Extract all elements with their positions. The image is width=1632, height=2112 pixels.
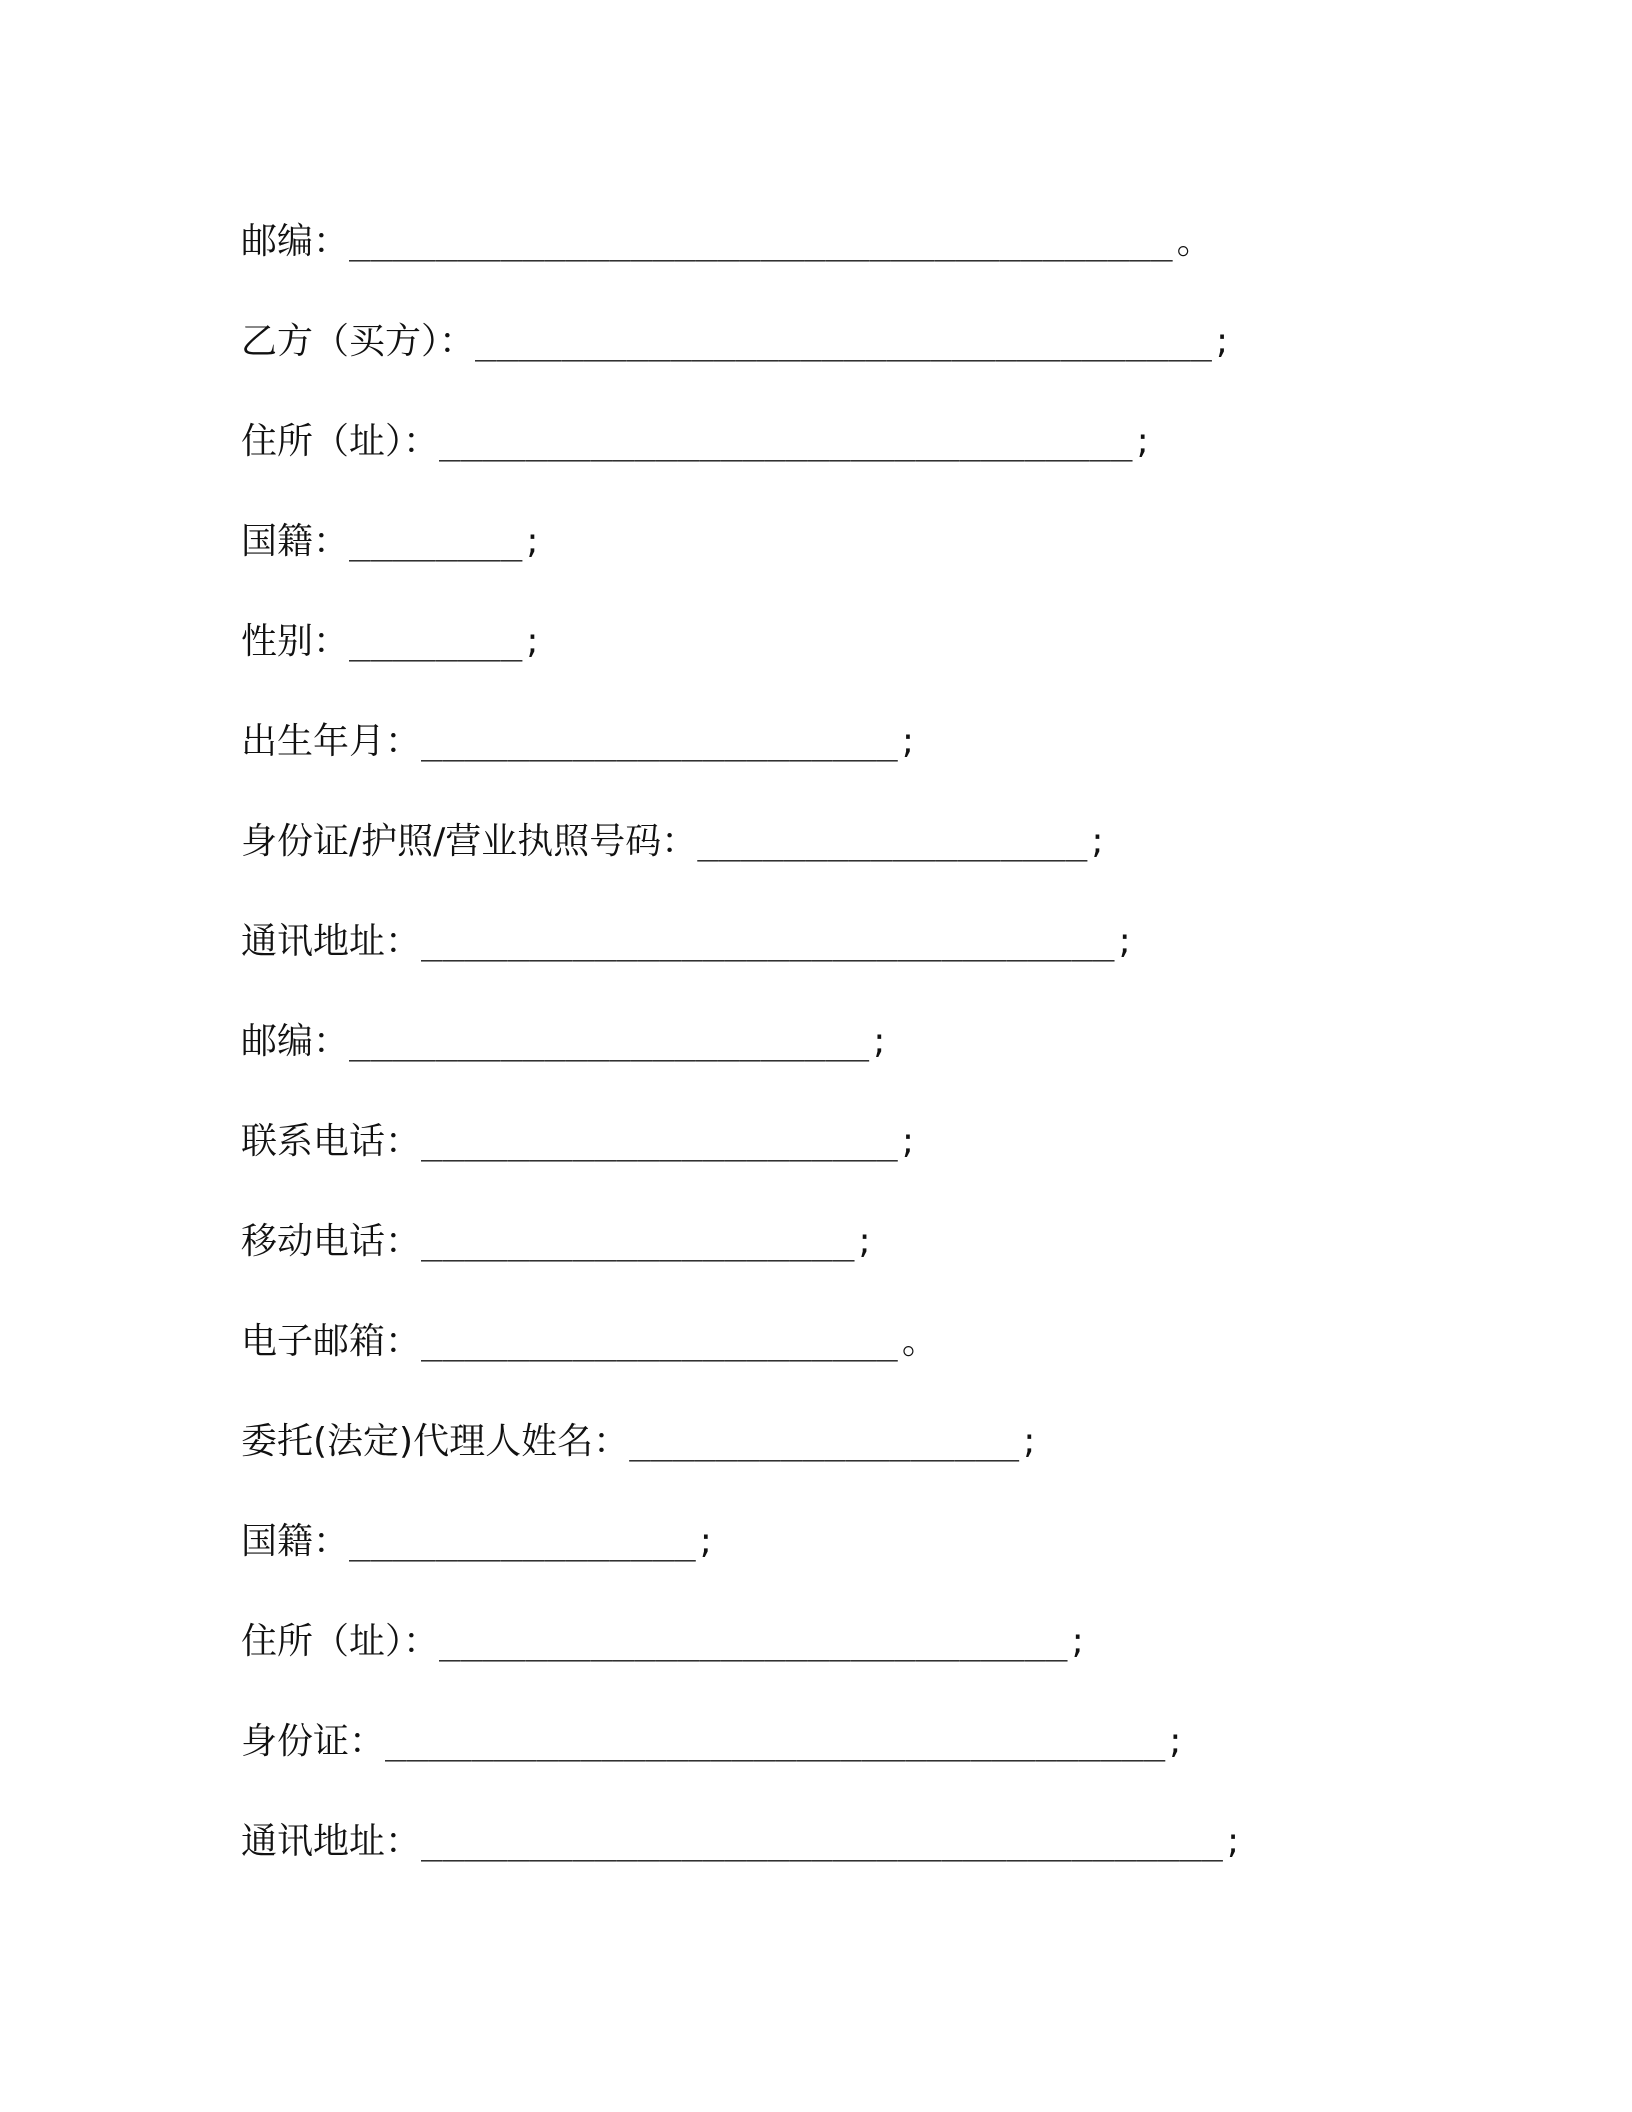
- buyer-info-form: [241, 192, 1441, 1892]
- field-label: 出生年月：: [241, 721, 422, 762]
- field-agent-id-card: [241, 1692, 1441, 1792]
- end-punctuation: 。: [901, 1321, 938, 1362]
- field-agent-mailing-address: [241, 1792, 1441, 1892]
- fill-blank: ________________: [349, 1521, 696, 1562]
- field-label: 住所（址）：: [241, 421, 440, 462]
- field-email: [241, 1292, 1441, 1392]
- end-punctuation: ;: [1071, 1621, 1084, 1662]
- field-label: 邮编：: [241, 221, 350, 262]
- fill-blank: ________: [349, 621, 523, 662]
- field-residence: [241, 392, 1441, 492]
- field-gender: [241, 592, 1441, 692]
- end-punctuation: ;: [873, 1021, 886, 1062]
- field-label: 住所（址）：: [241, 1621, 440, 1662]
- field-nationality: [241, 492, 1441, 592]
- end-punctuation: ;: [1226, 1821, 1240, 1862]
- field-contact-phone: [241, 1092, 1441, 1192]
- field-label: 移动电话：: [241, 1221, 422, 1262]
- field-agent-nationality: [241, 1492, 1441, 1592]
- field-label: 身份证/护照/营业执照号码：: [241, 821, 698, 862]
- field-agent-residence: [241, 1592, 1441, 1692]
- end-punctuation: ;: [526, 521, 539, 562]
- field-agent-name: [241, 1392, 1441, 1492]
- end-punctuation: ;: [901, 1121, 914, 1162]
- field-label: 电子邮箱：: [241, 1321, 422, 1362]
- fill-blank: ______________________________________: [349, 221, 1173, 262]
- end-punctuation: ;: [526, 621, 539, 662]
- fill-blank: _____________________________________: [421, 1821, 1223, 1862]
- field-label: 邮编：: [241, 1021, 350, 1062]
- fill-blank: ________________________________: [439, 421, 1133, 462]
- field-label: 通讯地址：: [241, 1821, 422, 1862]
- fill-blank: ____________________________________: [385, 1721, 1166, 1762]
- fill-blank: ______________________: [421, 1121, 898, 1162]
- fill-blank: __________________________________: [475, 321, 1212, 362]
- field-label: 委托(法定)代理人姓名：: [241, 1421, 630, 1462]
- end-punctuation: 。: [1176, 221, 1213, 262]
- fill-blank: ________: [349, 521, 523, 562]
- field-mobile-phone: [241, 1192, 1441, 1292]
- field-id-number: [241, 792, 1441, 892]
- field-mailing-address: [241, 892, 1441, 992]
- field-label: 乙方（买方）：: [241, 321, 476, 362]
- fill-blank: ____________________: [421, 1221, 855, 1262]
- fill-blank: ______________________: [421, 721, 898, 762]
- field-label: 身份证：: [241, 1721, 386, 1762]
- end-punctuation: ;: [699, 1521, 712, 1562]
- end-punctuation: ;: [858, 1221, 871, 1262]
- fill-blank: __________________: [629, 1421, 1020, 1462]
- end-punctuation: ;: [1169, 1721, 1182, 1762]
- field-label: 性别：: [241, 621, 350, 662]
- end-punctuation: ;: [901, 721, 914, 762]
- field-birth-month: [241, 692, 1441, 792]
- fill-blank: ________________________: [349, 1021, 870, 1062]
- end-punctuation: ;: [1091, 821, 1104, 862]
- end-punctuation: ;: [1023, 1421, 1036, 1462]
- end-punctuation: ;: [1215, 321, 1229, 362]
- field-label: 通讯地址：: [241, 921, 422, 962]
- fill-blank: ________________________________: [421, 921, 1115, 962]
- end-punctuation: ;: [1136, 421, 1149, 462]
- field-postcode-2: [241, 992, 1441, 1092]
- end-punctuation: ;: [1118, 921, 1131, 962]
- field-party-b-buyer: [241, 292, 1441, 392]
- field-label: 国籍：: [241, 521, 350, 562]
- fill-blank: __________________: [697, 821, 1088, 862]
- field-label: 联系电话：: [241, 1121, 422, 1162]
- fill-blank: ______________________: [421, 1321, 898, 1362]
- field-label: 国籍：: [241, 1521, 350, 1562]
- fill-blank: _____________________________: [439, 1621, 1068, 1662]
- field-postcode: [241, 192, 1441, 292]
